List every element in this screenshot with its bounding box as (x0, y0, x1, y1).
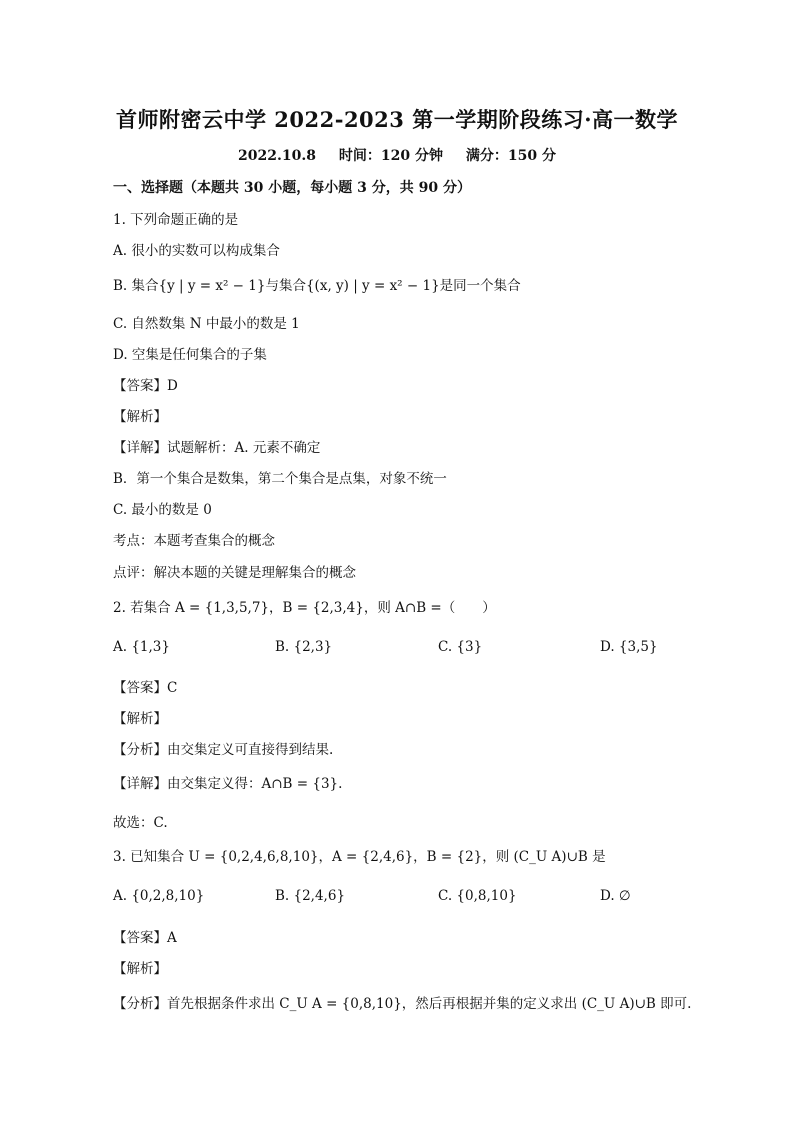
q1-answer: 【答案】D (113, 378, 178, 394)
exam-date: 2022.10.8 (238, 148, 316, 164)
q1-option-d: D. 空集是任何集合的子集 (113, 347, 267, 363)
q1-option-a: A. 很小的实数可以构成集合 (113, 243, 280, 259)
q2-guxuan: 故选：C. (113, 815, 168, 831)
q3-analysis-label: 【解析】 (113, 961, 167, 977)
q2-option-d: D. {3,5} (600, 639, 658, 655)
q1-option-c: C. 自然数集 N 中最小的数是 1 (113, 316, 300, 332)
q2-answer: 【答案】C (113, 680, 178, 696)
exam-time: 时间：120 分钟 (338, 148, 443, 164)
q1-detail-b: B．第一个集合是数集，第二个集合是点集，对象不统一 (113, 471, 447, 487)
q1-option-b: B. 集合{y | y = x² − 1}与集合{(x, y) | y = x² − 1}是同一个集合 (113, 278, 521, 294)
q3-answer: 【答案】A (113, 930, 177, 946)
q2-option-c: C. {3} (438, 639, 483, 655)
q2-option-a: A. {1,3} (113, 639, 170, 655)
q1-detail-c: C. 最小的数是 0 (113, 502, 212, 518)
exam-score: 满分：150 分 (465, 148, 556, 164)
q1-stem: 1. 下列命题正确的是 (113, 212, 239, 228)
q2-option-b: B. {2,3} (275, 639, 333, 655)
q3-fenxi: 【分析】首先根据条件求出 C_U A = {0,8,10}，然后再根据并集的定义求出 (C_U A)∪B 即可. (113, 996, 692, 1012)
q2-stem: 2. 若集合 A = {1,3,5,7}，B = {2,3,4}，则 A∩B =（ ） (113, 600, 496, 616)
q2-fenxi: 【分析】由交集定义可直接得到结果. (113, 742, 334, 758)
q1-detail: 【详解】试题解析：A. 元素不确定 (113, 440, 321, 456)
q3-option-d: D. ∅ (600, 888, 631, 904)
q3-stem: 3. 已知集合 U = {0,2,4,6,8,10}，A = {2,4,6}，B = {2}，则 (C_U A)∪B 是 (113, 849, 606, 865)
q3-option-c: C. {0,8,10} (438, 888, 517, 904)
q1-analysis-label: 【解析】 (113, 409, 167, 425)
section-heading: 一、选择题（本题共 30 小题，每小题 3 分，共 90 分） (113, 180, 471, 196)
document-title: 首师附密云中学 2022-2023 第一学期阶段练习·高一数学 (115, 107, 679, 132)
q1-dianping: 点评：解决本题的关键是理解集合的概念 (113, 565, 356, 581)
exam-info (0, 145, 794, 165)
q1-kaodian: 考点：本题考查集合的概念 (113, 533, 275, 549)
q2-analysis-label: 【解析】 (113, 711, 167, 727)
q2-detail: 【详解】由交集定义得：A∩B = {3}. (113, 776, 343, 792)
q3-option-a: A. {0,2,8,10} (113, 888, 205, 904)
q3-option-b: B. {2,4,6} (275, 888, 346, 904)
